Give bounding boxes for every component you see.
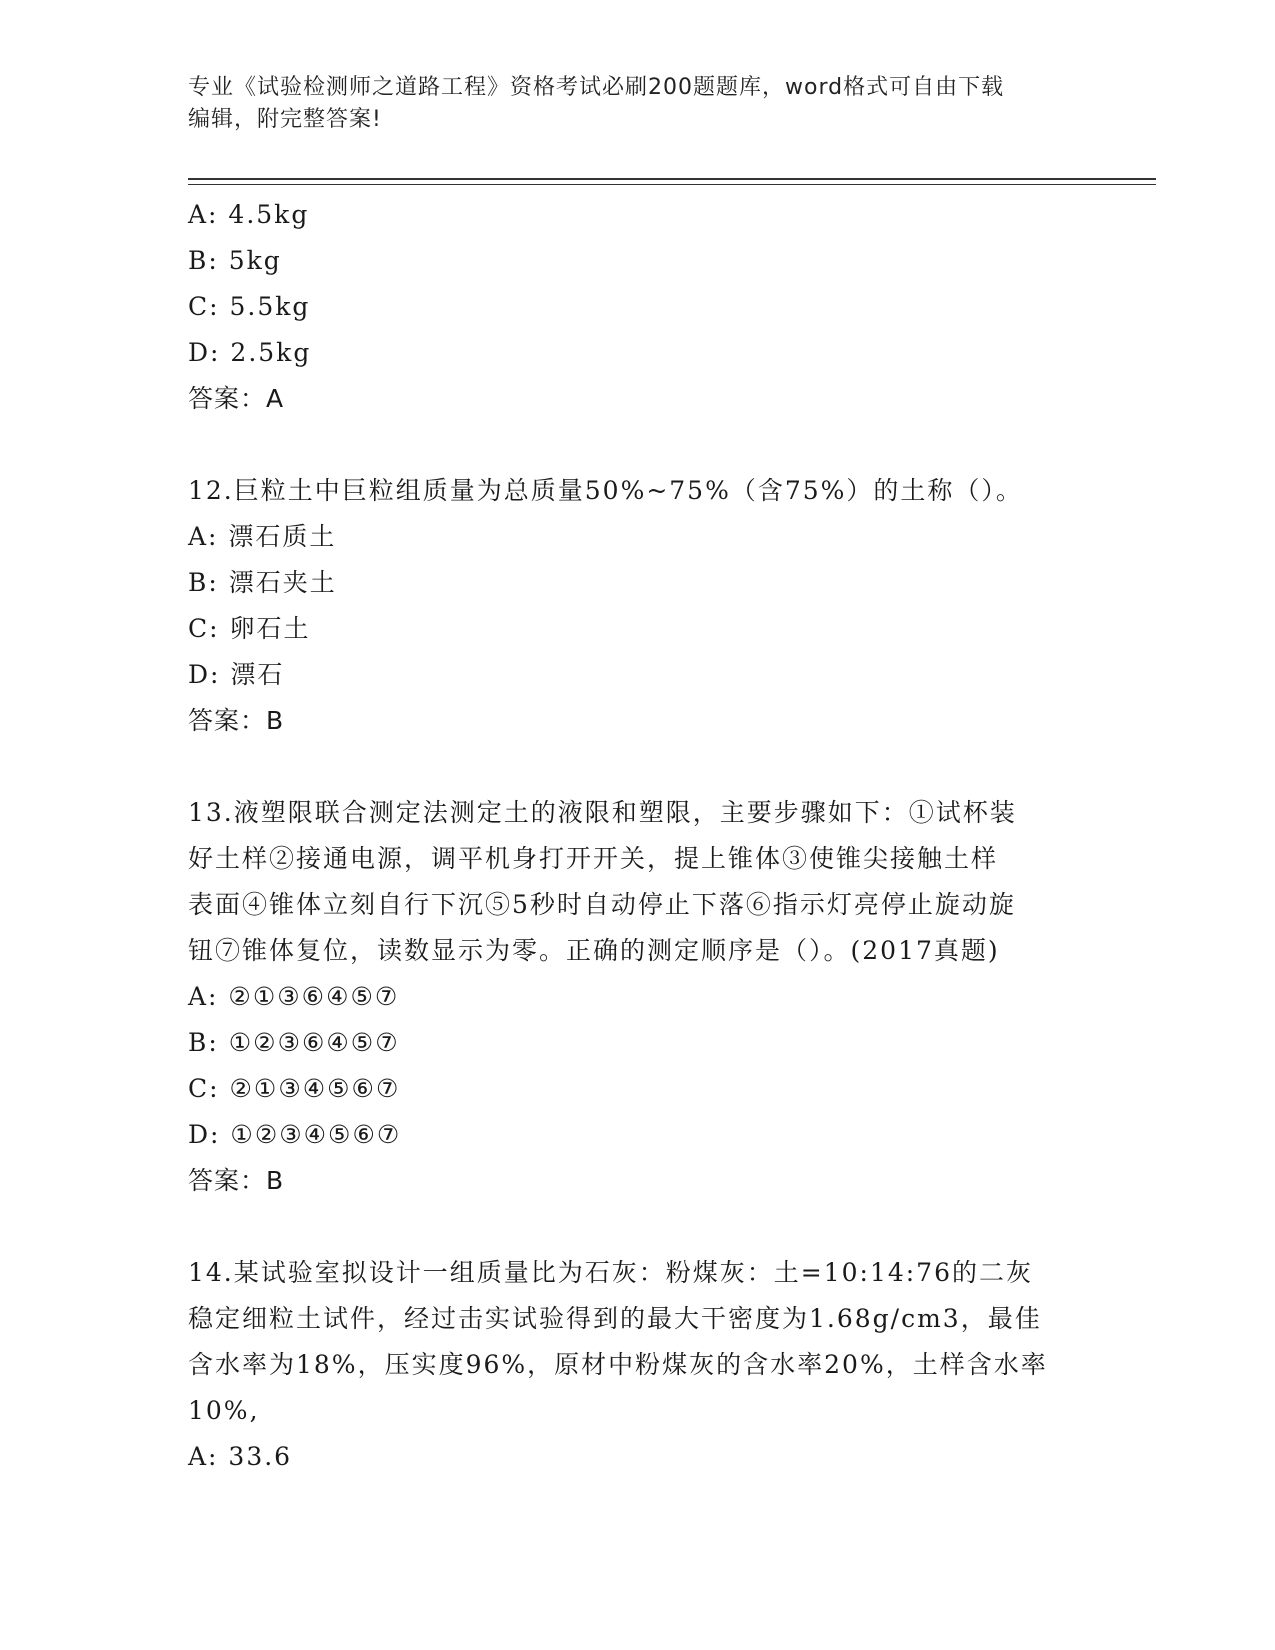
option-b: B: 漂石夹土 [188, 568, 337, 597]
option-c: C: ②①③④⑤⑥⑦ [188, 1074, 401, 1103]
option-d: D: 漂石 [188, 660, 285, 689]
header-line-2: 编辑，附完整答案! [188, 107, 382, 132]
question-list [188, 192, 1088, 1480]
question-13 [188, 790, 1088, 1204]
spacer [188, 422, 1088, 468]
header-line-1: 专业《试验检测师之道路工程》资格考试必刷200题题库，word格式可自由下载 [188, 75, 1005, 100]
option-b: B: ①②③⑥④⑤⑦ [188, 1028, 400, 1057]
question-stem-line-1: 13.液塑限联合测定法测定土的液限和塑限，主要步骤如下：①试杯装 [188, 798, 1017, 827]
option-a: A: 漂石质土 [188, 522, 337, 551]
question-12 [188, 468, 1088, 744]
question-stem-line-4: 10%, [188, 1396, 260, 1425]
answer: 答案：A [188, 384, 285, 413]
question-14 [188, 1250, 1088, 1480]
question-stem-line-1: 14.某试验室拟设计一组质量比为石灰：粉煤灰：土=10:14:76的二灰 [188, 1258, 1033, 1287]
option-c: C: 卵石土 [188, 614, 311, 643]
question-stem: 12.巨粒土中巨粒组质量为总质量50%~75%（含75%）的土称（）。 [188, 476, 1023, 505]
question-stem-line-2: 稳定细粒土试件，经过击实试验得到的最大干密度为1.68g/cm3，最佳 [188, 1304, 1042, 1333]
option-a: A: 4.5kg [188, 200, 310, 229]
option-d: D: ①②③④⑤⑥⑦ [188, 1120, 402, 1149]
option-d: D: 2.5kg [188, 338, 312, 367]
option-c: C: 5.5kg [188, 292, 311, 321]
question-stem-line-4: 钮⑦锥体复位，读数显示为零。正确的测定顺序是（）。(2017真题) [188, 936, 1000, 965]
header-divider-thin [188, 184, 1156, 185]
question-stem-line-2: 好土样②接通电源，调平机身打开开关，提上锥体③使锥尖接触土样 [188, 844, 999, 873]
question-stem-line-3: 表面④锥体立刻自行下沉⑤5秒时自动停止下落⑥指示灯亮停止旋动旋 [188, 890, 1016, 919]
option-b: B: 5kg [188, 246, 282, 275]
question-11 [188, 192, 1088, 422]
option-a: A: ②①③⑥④⑤⑦ [188, 982, 400, 1011]
answer: 答案：B [188, 1166, 285, 1195]
option-a: A: 33.6 [188, 1442, 293, 1471]
document-header [188, 72, 1068, 136]
spacer [188, 744, 1088, 790]
spacer [188, 1204, 1088, 1250]
answer: 答案：B [188, 706, 285, 735]
header-divider-thick [188, 178, 1156, 180]
question-stem-line-3: 含水率为18%，压实度96%，原材中粉煤灰的含水率20%，土样含水率 [188, 1350, 1048, 1379]
